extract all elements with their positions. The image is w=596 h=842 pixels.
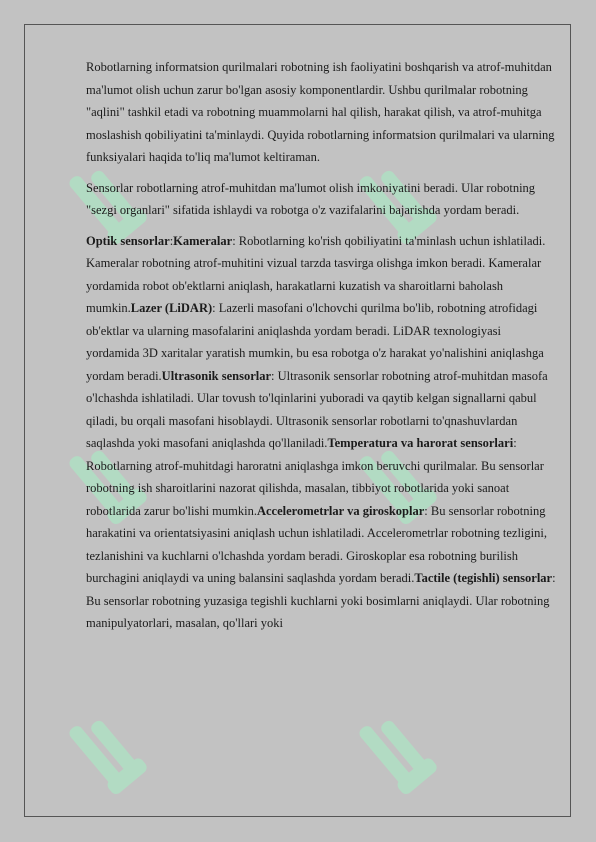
paragraph xyxy=(86,230,556,635)
bold-heading: Optik sensorlar xyxy=(86,233,170,248)
text-span: : Bu sensorlar robotning yuzasiga tegishli kuchlarni yoki bosimlarni aniqlaydi. Ular robotning manipulyatorlari, masalan, qo'llari yoki xyxy=(86,571,556,630)
paragraph xyxy=(86,56,556,169)
bold-heading: Temperatura va harorat sensorlari xyxy=(327,436,514,450)
text-span: : Robotlarning ko'rish qobiliyatini ta'minlash uchun ishlatiladi. Kameralar robotning atrof-muhitini vizual tarzda tasvirga olishga imkon beradi. Kameralar yordamida robot ob'ektlarni aniqlash, harakatlarni kuzatish va sharoitlarni baholash mumkin. xyxy=(86,233,546,315)
watermark-logo xyxy=(354,695,458,802)
text-span: Robotlarning informatsion qurilmalari robotning ish faoliyatini boshqarish va atrof-muhitdan ma'lumot olish uchun zarur bo'lgan asosiy komponentlardir. Ushbu qurilmalar robotning "aqlini" tashkil etadi va robotning muammolarni hal qilish, harakat qilish, va atrof-muhitga moslashish qobiliyatini ta'minlaydi. Quyida robotlarning informatsion qurilmalari va ularning funksiyalari haqida to'liq ma'lumot keltiraman. xyxy=(86,60,555,164)
bold-heading: Kameralar xyxy=(173,233,233,248)
text-span: Sensorlar robotlarning atrof-muhitdan ma'lumot olish imkoniyatini beradi. Ular robotning "sezgi organlari" sifatida ishlaydi va robotga o'z vazifalarini bajarishda yordam beradi. xyxy=(86,180,536,217)
paragraph xyxy=(86,177,556,222)
watermark-logo xyxy=(64,695,168,802)
document-body xyxy=(86,56,556,643)
text-span: : Lazerli masofani o'lchovchi qurilma bo'lib, robotning atrofidagi ob'ektlar va ularning masofalarini aniqlashda yordam beradi. LiDAR texnologiyasi yordamida 3D xaritalar yaratish mumkin, bu esa robotga o'z harakat yo'nalishini aniqlashga yordam beradi. xyxy=(86,301,544,383)
bold-heading: Ultrasonik sensorlar xyxy=(161,368,272,383)
document-page xyxy=(24,24,571,817)
bold-heading: Accelerometrlar va giroskoplar xyxy=(256,503,425,518)
bold-heading: Tactile (tegishli) sensorlar xyxy=(414,571,553,585)
text-span: : Ultrasonik sensorlar robotning atrof-muhitdan masofa o'lchashda ishlatiladi. Ular tovush to'lqinlarini yuboradi va qaytib kelgan signallarni qabul qiladi, bu orqali masofani hisoblaydi. Ultrasonik sensorlar robotlarni to'qnashuvlardan saqlashda yoki masofani aniqlashda qo'llaniladi. xyxy=(86,368,548,450)
text-span: : Robotlarning atrof-muhitdagi haroratni aniqlashga imkon beruvchi qurilmalar. Bu sensorlar robotning ish sharoitlarini nazorat qilishda, masalan, tibbiyot robotlarida yoki sanoat robotlarida zarur bo'lishi mumkin. xyxy=(86,436,544,518)
text-span: : Bu sensorlar robotning harakatini va orientatsiyasini aniqlash uchun ishlatiladi. Accelerometrlar robotning tezligini, tezlanishini va kuchlarni o'lchashda yordam beradi. Giroskoplar esa robotning burilish burchagini aniqlaydi va uning balansini saqlashda yordam beradi. xyxy=(86,503,547,585)
bold-heading: Lazer (LiDAR) xyxy=(130,301,213,315)
text-span: : xyxy=(169,233,174,248)
